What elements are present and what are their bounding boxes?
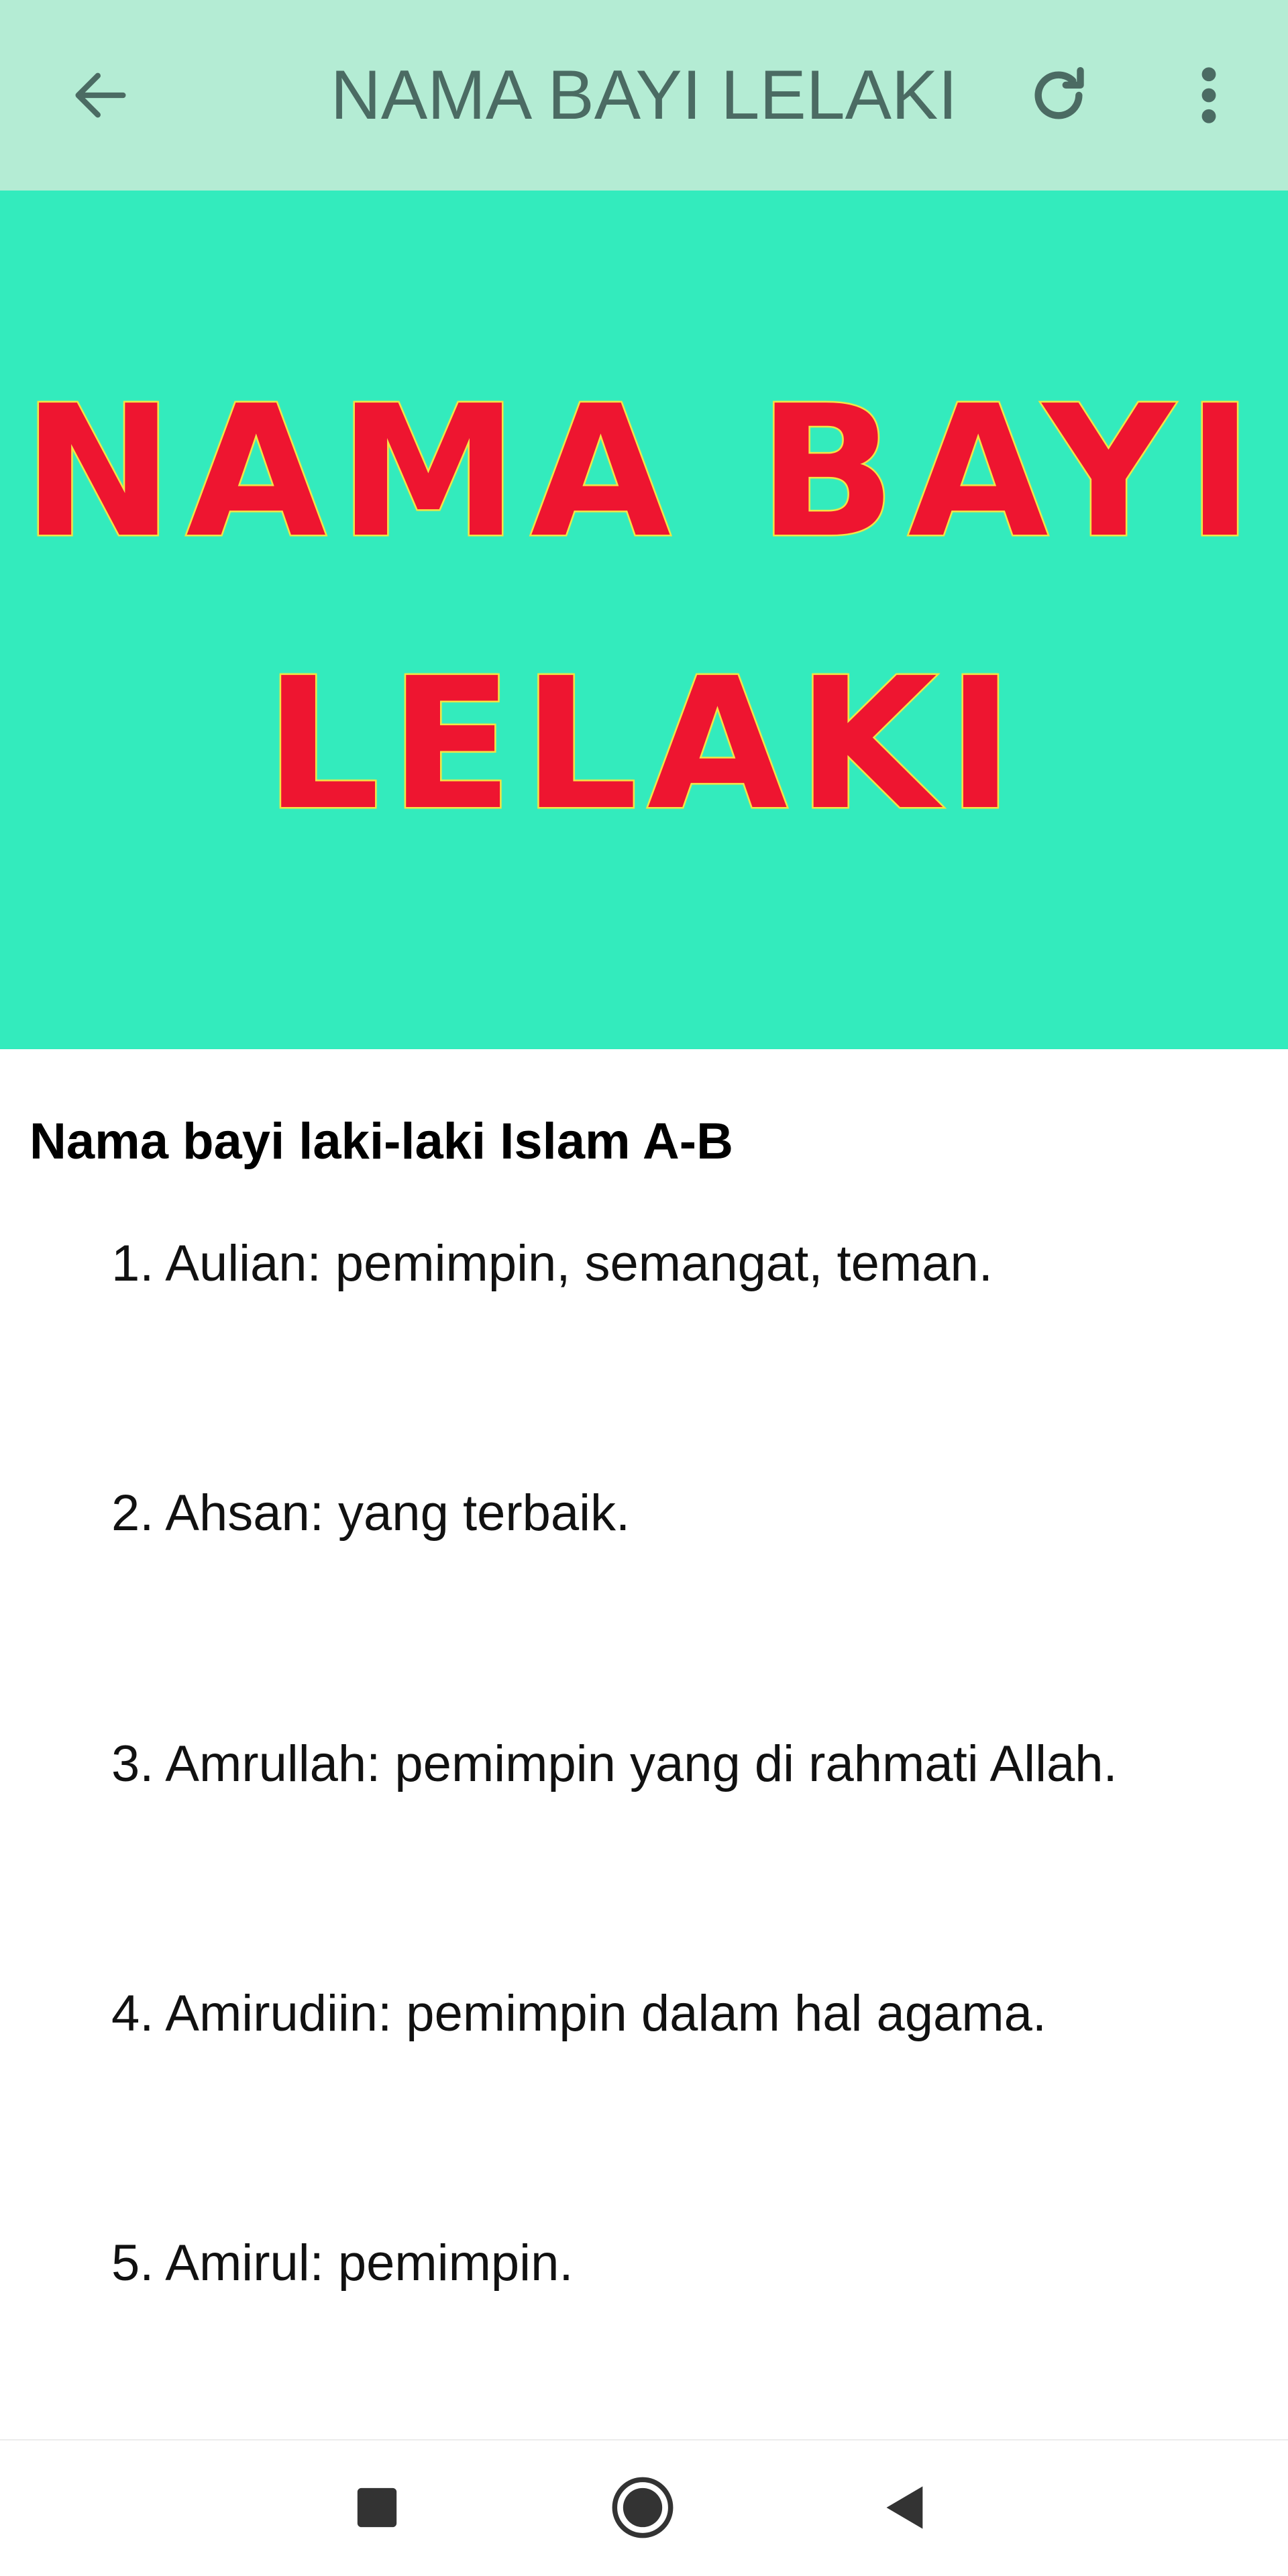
system-back-button[interactable] — [865, 2467, 946, 2548]
list-item — [0, 2230, 1275, 2297]
back-triangle-icon — [880, 2482, 931, 2533]
home-circle-icon — [609, 2474, 676, 2541]
app-bar — [0, 0, 1288, 191]
banner-title-line-2: LELAKI — [264, 639, 1024, 850]
recents-button[interactable] — [337, 2467, 417, 2548]
list-item-text: 4. Amirudiin: pemimpin dalam hal agama. — [111, 1985, 1047, 2042]
refresh-button[interactable] — [1005, 42, 1112, 149]
more-options-button[interactable] — [1155, 42, 1263, 149]
system-navigation-bar — [0, 2439, 1288, 2576]
refresh-icon — [1024, 60, 1093, 130]
more-vert-icon — [1175, 62, 1242, 129]
list-item — [0, 1230, 1275, 1297]
list-item — [0, 1480, 1275, 1547]
page-title: NAMA BAYI LELAKI — [330, 56, 958, 134]
banner-image — [0, 191, 1288, 1049]
list-item-text: 1. Aulian: pemimpin, semangat, teman. — [111, 1235, 993, 1292]
article-content — [0, 1049, 1288, 2439]
list-item-text: 3. Amrullah: pemimpin yang di rahmati Allah. — [111, 1735, 1118, 1792]
recents-square-icon — [354, 2484, 400, 2531]
home-button[interactable] — [602, 2467, 683, 2548]
banner-title-line-1: NAMA BAYI — [22, 366, 1266, 578]
list-item-text: 2. Ahsan: yang terbaik. — [111, 1485, 631, 1542]
list-item — [0, 1980, 1275, 2047]
section-heading: Nama bayi laki-laki Islam A-B — [30, 1113, 733, 1170]
list-item — [0, 1731, 1275, 1798]
list-item-text: 5. Amirul: pemimpin. — [111, 2235, 574, 2292]
